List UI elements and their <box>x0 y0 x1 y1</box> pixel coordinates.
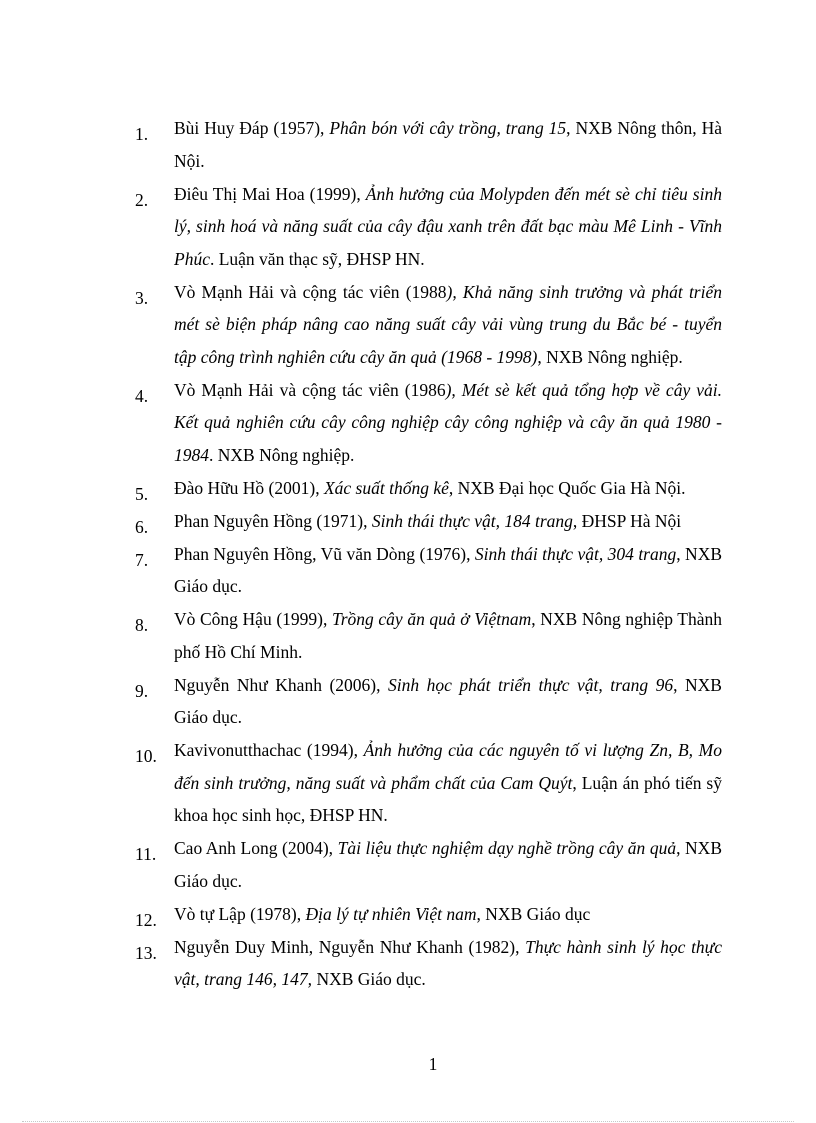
reference-item <box>0 898 816 931</box>
reference-title: Sinh học phát triển thực vật, trang 96 <box>387 674 674 695</box>
reference-list <box>0 112 816 996</box>
reference-item <box>0 931 816 996</box>
reference-authors: Vò Mạnh Hải và cộng tác viên (1986 <box>174 379 446 400</box>
reference-number: 1. <box>135 124 149 144</box>
reference-title: Sinh thái thực vật, 184 trang <box>371 510 573 531</box>
reference-text <box>174 472 722 505</box>
reference-text <box>174 603 722 668</box>
reference-title: Ảnh hưởng của các nguyên tố vi lượng Zn, B, Mo đến sinh trưởng, năng suất và phẩm chất của Cam Quýt <box>174 740 722 793</box>
reference-number: 7. <box>135 549 149 570</box>
reference-title: ), Khả năng sinh trưởng và phát triển mét sè biện pháp nâng cao năng suất cây vải vùng trung du Bắc bé - tuyển tập công trình nghiên cứu cây ăn quả (1968 - 1998) <box>174 281 722 367</box>
reference-item <box>0 178 816 276</box>
reference-publisher: , NXB Giáo dục <box>476 903 591 924</box>
reference-text <box>174 669 722 734</box>
reference-title: Xác suất thống kê <box>323 477 449 498</box>
reference-publisher: , NXB Giáo dục. <box>174 543 722 596</box>
reference-publisher: , NXB Đại học Quốc Gia Hà Nội. <box>448 477 686 498</box>
reference-authors: Cao Anh Long (2004), <box>174 838 338 858</box>
reference-title: ), Mét sè kết quả tổng hợp về cây vải. Kết quả nghiên cứu cây công nghiệp cây công nghiệp và cây ăn quả 1980 - 1984 <box>174 379 722 465</box>
reference-text <box>174 112 722 177</box>
reference-text <box>174 931 722 996</box>
reference-item <box>0 832 816 897</box>
reference-number: 10. <box>135 746 157 766</box>
reference-title: Địa lý tự nhiên Việt nam <box>305 903 477 924</box>
reference-publisher: , NXB Nông nghiệp Thành phố Hồ Chí Minh. <box>174 609 722 662</box>
reference-authors: Đào Hữu Hồ (2001), <box>174 477 324 498</box>
reference-authors: Kavivonutthachac (1994), <box>174 740 364 760</box>
reference-text <box>174 374 722 472</box>
reference-item <box>0 472 816 505</box>
reference-text <box>174 734 722 832</box>
reference-title: Thực hành sinh lý học thực vật, trang 146, 147, <box>174 936 722 989</box>
reference-title: Tài liệu thực nghiệm dạy nghề trồng cây ăn quả <box>337 838 677 858</box>
reference-text <box>174 276 722 374</box>
reference-text <box>174 505 722 538</box>
reference-number: 12. <box>135 909 157 930</box>
reference-authors: Vò Mạnh Hải và cộng tác viên (1988 <box>174 281 447 302</box>
reference-authors: Điêu Thị Mai Hoa (1999), <box>174 183 366 204</box>
reference-number: 4. <box>135 385 149 406</box>
reference-authors: Nguyễn Như Khanh (2006), <box>174 674 388 695</box>
reference-publisher: . NXB Nông nghiệp. <box>209 444 355 465</box>
reference-number: 6. <box>135 516 149 537</box>
reference-publisher: , NXB Nông thôn, Hà Nội. <box>174 118 723 171</box>
reference-text <box>174 898 722 931</box>
reference-publisher: NXB Giáo dục. <box>312 969 426 989</box>
reference-item <box>0 669 816 734</box>
reference-number: 9. <box>135 680 149 701</box>
reference-item <box>0 505 816 538</box>
reference-authors: Phan Nguyên Hồng, Vũ văn Dòng (1976), <box>174 543 475 564</box>
reference-text <box>174 178 722 276</box>
reference-item <box>0 538 816 603</box>
reference-title: Phân bón với cây trồng, trang 15 <box>329 118 567 138</box>
reference-number: 13. <box>135 942 157 963</box>
reference-authors: Nguyễn Duy Minh, Nguyễn Như Khanh (1982), <box>174 936 526 957</box>
reference-publisher: , NXB Nông nghiệp. <box>537 346 683 367</box>
page-divider <box>22 1121 794 1122</box>
reference-publisher: , ĐHSP Hà Nội <box>572 510 682 531</box>
reference-number: 3. <box>135 287 149 308</box>
reference-publisher: , NXB Giáo dục. <box>174 838 722 891</box>
reference-number: 5. <box>135 483 149 504</box>
reference-authors: Vò Công Hậu (1999), <box>174 609 332 629</box>
reference-item <box>0 112 816 177</box>
page-number: 1 <box>428 1054 438 1074</box>
reference-item <box>0 374 816 472</box>
reference-item <box>0 603 816 668</box>
reference-title: Sinh thái thực vật, 304 trang <box>474 543 677 564</box>
reference-number: 2. <box>135 189 149 210</box>
reference-publisher: , NXB Giáo dục. <box>174 674 722 727</box>
reference-number: 8. <box>135 615 149 635</box>
reference-number: 11. <box>135 844 157 864</box>
reference-authors: Phan Nguyên Hồng (1971), <box>174 510 372 531</box>
reference-text <box>174 832 722 897</box>
reference-text <box>174 538 722 603</box>
reference-title: Trồng cây ăn quả ở Việtnam <box>331 609 532 629</box>
reference-item <box>0 276 816 374</box>
reference-publisher: , Luận án phó tiến sỹ khoa học sinh học, ĐHSP HN. <box>174 772 722 825</box>
reference-item <box>0 734 816 832</box>
reference-authors: Bùi Huy Đáp (1957), <box>174 118 330 138</box>
reference-publisher: . Luận văn thạc sỹ, ĐHSP HN. <box>209 248 425 269</box>
reference-title: Ảnh hưởng của Molypden đến mét sè chỉ tiêu sinh lý, sinh hoá và năng suất của cây đậu xanh trên đất bạc màu Mê Linh - Vĩnh Phúc <box>174 183 722 269</box>
reference-authors: Vò tự Lập (1978), <box>174 903 306 924</box>
